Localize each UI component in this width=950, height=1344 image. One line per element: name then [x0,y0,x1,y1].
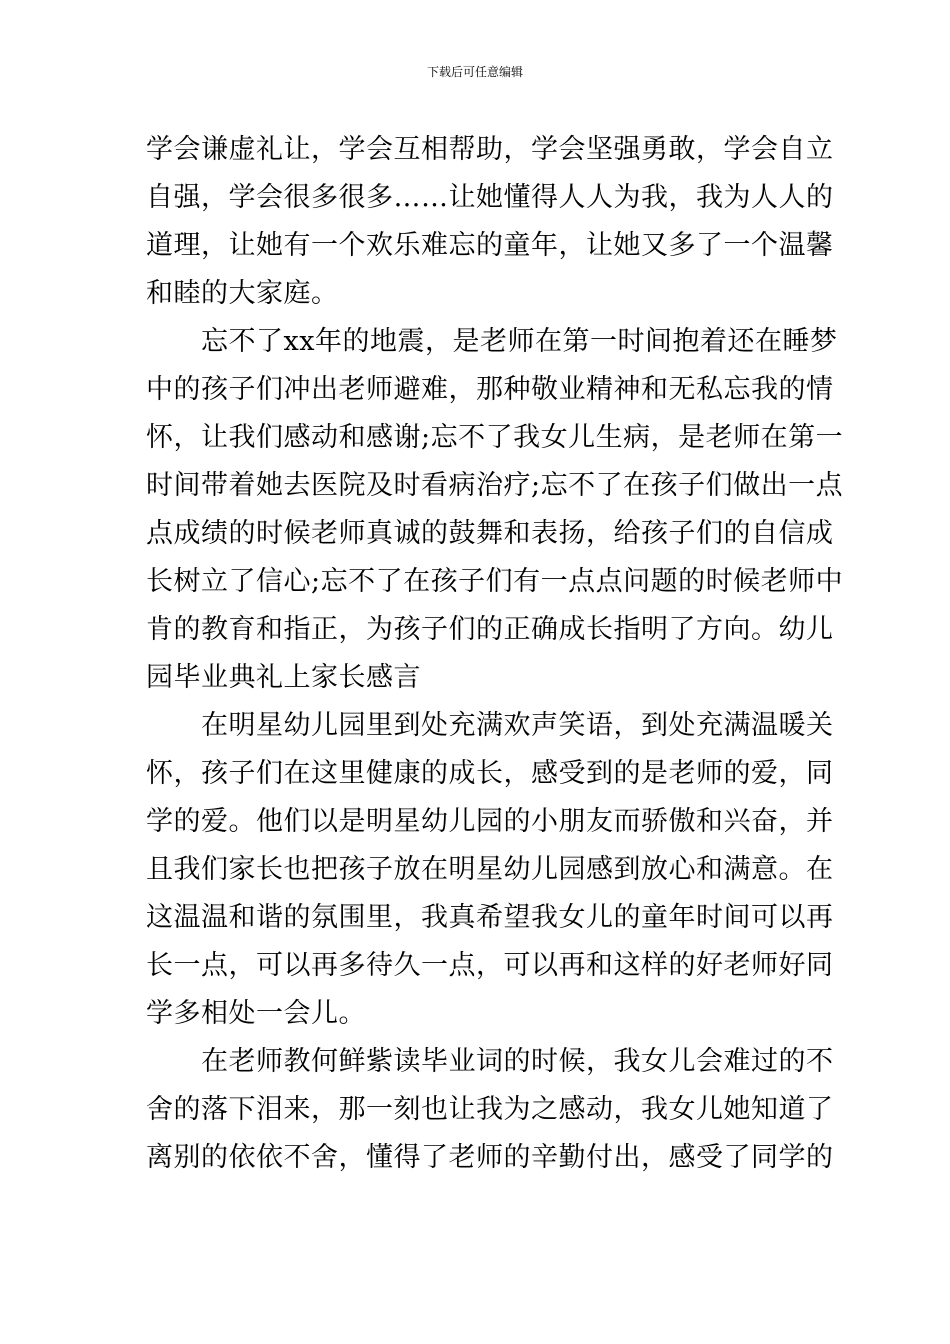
text-line: 园毕业典礼上家长感言 [146,662,421,693]
text-line: 肯的教育和指正，为孩子们的正确成长指明了方向。幼儿 [146,614,834,645]
page-header: 下载后可任意编辑 [426,65,523,79]
text-line: 怀，让我们感动和感谢;忘不了我女儿生病，是老师在第一 [146,422,844,453]
document-body [146,126,844,1182]
text-line: 在老师教何鲜紫读毕业词的时候，我女儿会难过的不 [201,1046,834,1077]
text-line: 在明星幼儿园里到处充满欢声笑语，到处充满温暖关 [201,710,834,741]
text-line: 怀，孩子们在这里健康的成长，感受到的是老师的爱，同 [146,758,834,789]
text-line: 自强，学会很多很多……让她懂得人人为我，我为人人的 [146,182,834,213]
paragraph-4 [146,1038,834,1182]
text-line: 学的爱。他们以是明星幼儿园的小朋友而骄傲和兴奋，并 [146,806,834,837]
text-line: 学会谦虚礼让，学会互相帮助，学会坚强勇敢，学会自立 [146,134,834,165]
text-line: 时间带着她去医院及时看病治疗;忘不了在孩子们做出一点 [146,470,844,501]
text-line: 这温温和谐的氛围里，我真希望我女儿的童年时间可以再 [146,902,834,933]
text-line: 道理，让她有一个欢乐难忘的童年，让她又多了一个温馨 [146,230,834,261]
text-line: 离别的依依不舍，懂得了老师的辛勤付出，感受了同学的 [146,1142,834,1173]
text-line: 忘不了xx年的地震，是老师在第一时间抱着还在睡梦 [201,326,838,357]
text-line: 长一点，可以再多待久一点，可以再和这样的好老师好同 [146,950,834,981]
text-line: 学多相处一会儿。 [146,998,366,1029]
text-line: 且我们家长也把孩子放在明星幼儿园感到放心和满意。在 [146,854,834,885]
text-line: 长树立了信心;忘不了在孩子们有一点点问题的时候老师中 [146,566,844,597]
text-line: 中的孩子们冲出老师避难，那种敬业精神和无私忘我的情 [146,374,834,405]
paragraph-1 [146,126,834,318]
paragraph-2 [146,318,844,702]
paragraph-3 [146,702,834,1038]
text-line: 舍的落下泪来，那一刻也让我为之感动，我女儿她知道了 [146,1094,834,1125]
text-line: 和睦的大家庭。 [146,278,339,309]
text-line: 点成绩的时候老师真诚的鼓舞和表扬，给孩子们的自信成 [146,518,834,549]
